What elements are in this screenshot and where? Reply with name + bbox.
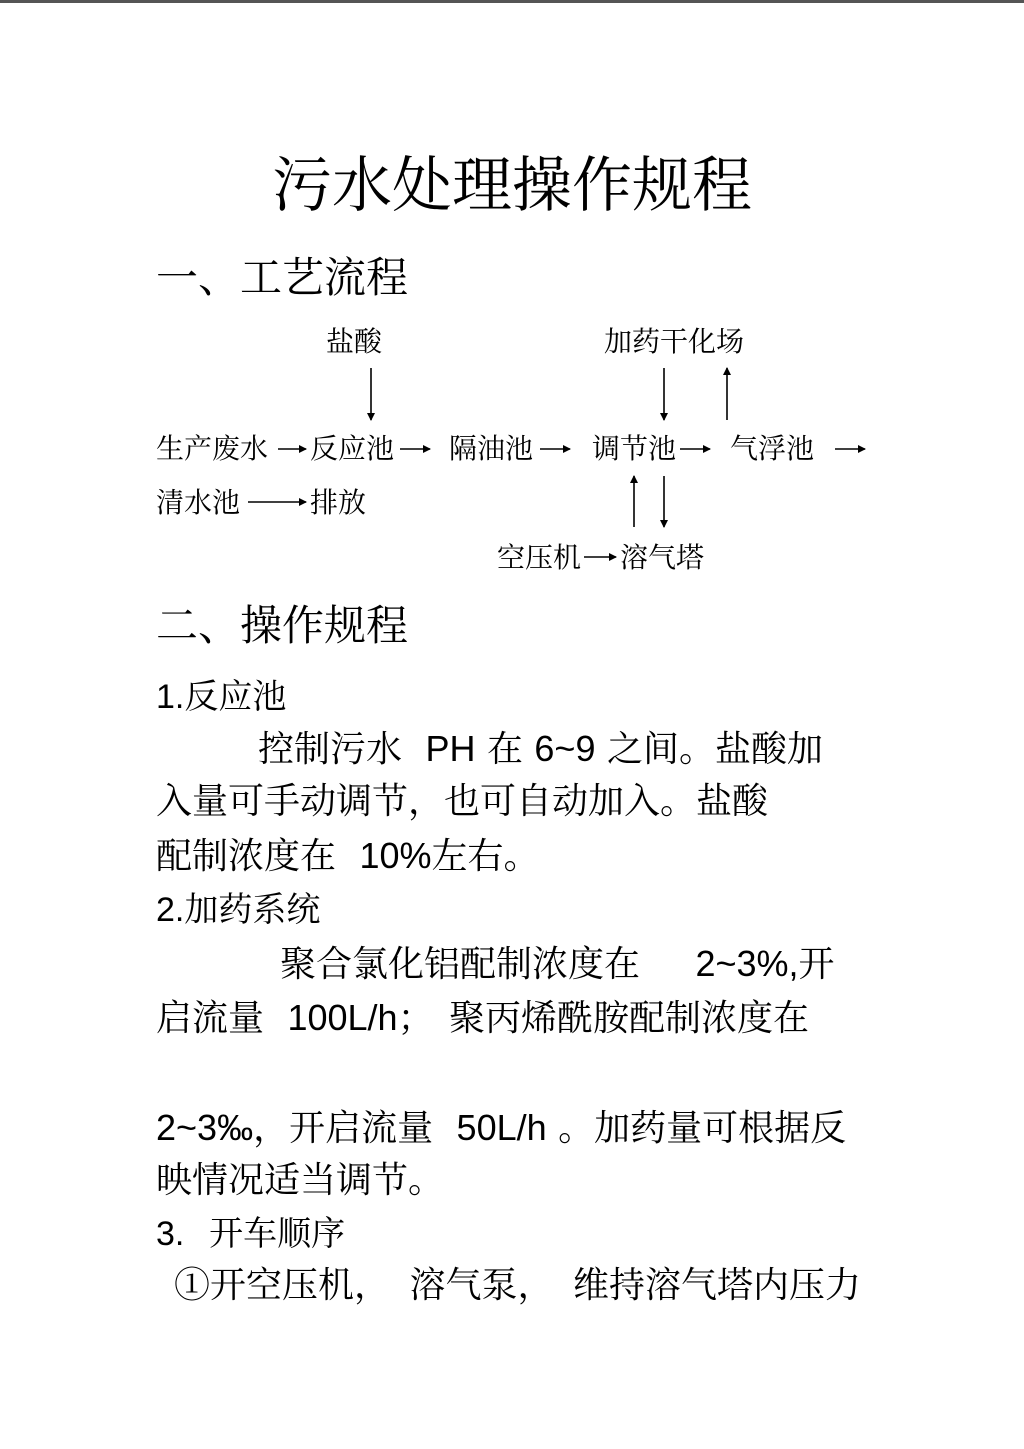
item2-line1: 聚合氯化铝配制浓度在 2~3%,开 [280,943,835,985]
item1-title: 反应池 [184,677,287,717]
node-regulating-tank: 调节池 [592,432,677,465]
node-clear-water-tank: 清水池 [156,486,241,519]
item1-line3: 配制浓度在 10%左右。 [156,835,540,877]
item3-heading [156,1213,345,1255]
item3-step1: ①开空压机， 溶气泵， 维持溶气塔内压力 [174,1265,861,1306]
item2-line3: 2~3‰，开启流量 50L/h 。加药量可根据反 [156,1107,847,1149]
label-hydrochloric-acid: 盐酸 [326,325,383,358]
item2-heading [156,889,320,931]
document-title: 污水处理操作规程 [272,151,752,221]
section-heading-process-flow: 一、工艺流程 [156,253,409,302]
item2-number: 2. [156,891,185,929]
item2-line2: 启流量 100L/h； 聚丙烯酰胺配制浓度在 [156,997,810,1039]
section-heading-operating-procedures: 二、操作规程 [156,601,409,650]
item1-heading [156,676,286,718]
item2-line4: 映情况适当调节。 [156,1160,445,1201]
node-reaction-tank: 反应池 [310,432,395,465]
item2-title: 加药系统 [184,890,321,930]
node-air-compressor: 空压机 [497,541,582,574]
node-raw-wastewater: 生产废水 [156,432,269,465]
item1-number: 1. [156,678,185,716]
item3-number: 3. [156,1215,185,1253]
node-discharge: 排放 [310,486,367,519]
item1-line2: 入量可手动调节，也可自动加入。盐酸 [156,781,769,822]
item3-title: 开车顺序 [209,1214,346,1254]
item1-line1: 控制污水 PH 在 6~9 之间。盐酸加 [258,728,823,770]
node-oil-separator: 隔油池 [449,432,534,465]
node-flotation-tank: 气浮池 [730,432,815,465]
label-dosing-drying-yard: 加药干化场 [604,325,745,358]
node-dissolved-air-tower: 溶气塔 [620,541,705,574]
